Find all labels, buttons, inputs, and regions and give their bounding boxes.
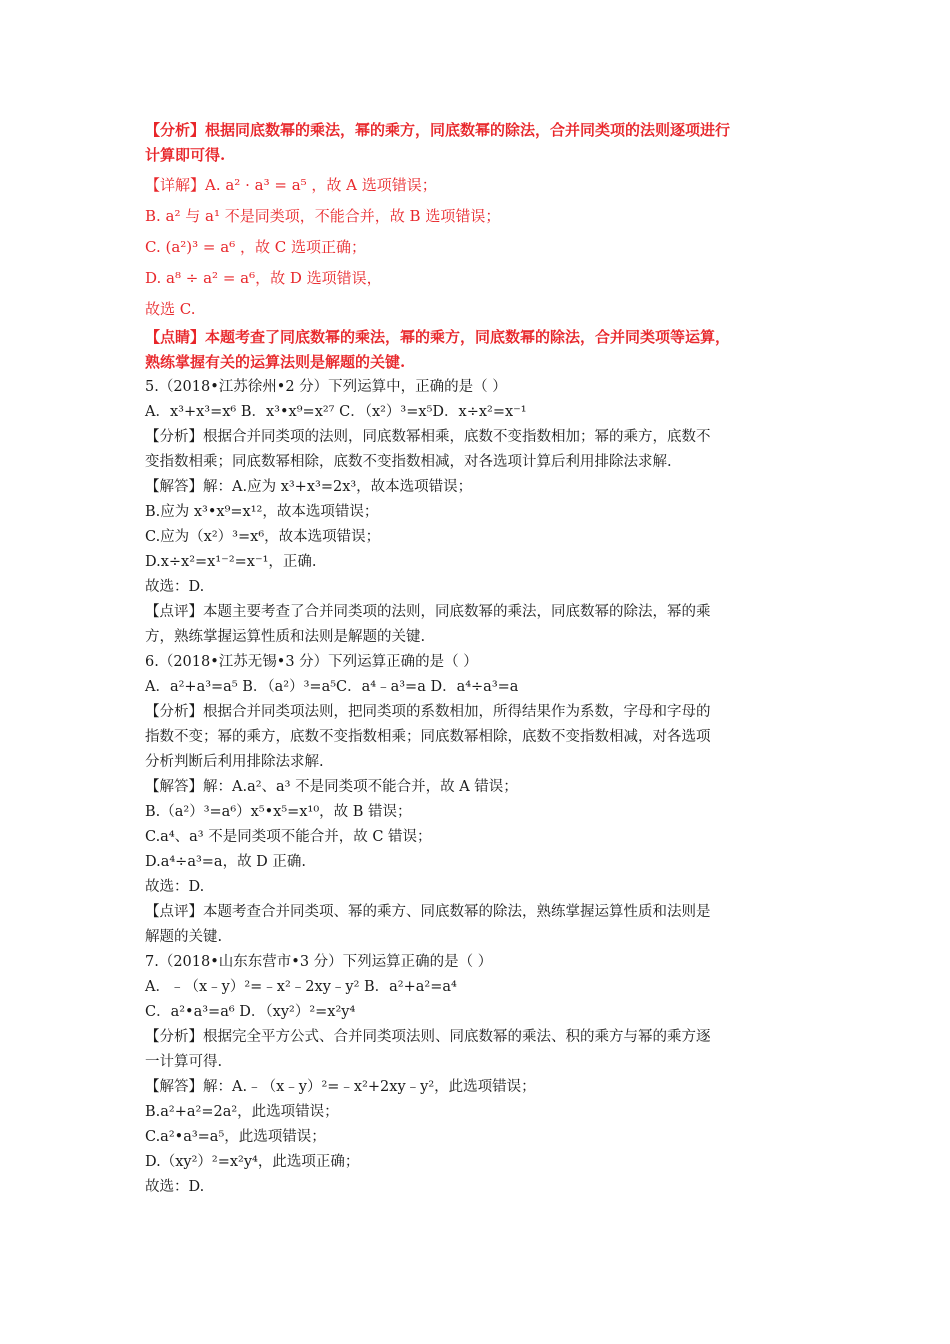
analysis-line: 一计算可得. [145,1054,223,1070]
analysis-line: 指数不变；幂的乘方，底数不变指数相乘；同底数幂相除，底数不变指数相减，对各选项 [145,729,711,745]
solution-line: C.应为（x²）³=x⁶，故本选项错误； [145,529,381,545]
analysis-block [145,118,810,375]
solution-line: 【解答】解：A.﹣（x﹣y）²=﹣x²+2xy﹣y²，此选项错误； [145,1079,536,1095]
answer-line: 故选：D. [145,579,205,595]
question-options: A．a²+a³=a⁵ B．（a²）³=a⁵C．a⁴﹣a³=a D．a⁴÷a³=a [145,679,519,695]
solution-line: C.a²•a³=a⁵，此选项错误； [145,1129,326,1145]
solution-line: D.（xy²）²=x²y⁴，此选项正确； [145,1154,360,1170]
question-options: A．﹣（x﹣y）²=﹣x²﹣2xy﹣y² B．a²+a²=a⁴ [145,979,457,995]
solution-line: 【解答】解：A.a²、a³ 不是同类项不能合并，故 A 错误； [145,779,518,795]
solution-line: D. a⁸ ÷ a² = a⁶，故 D 选项错误， [145,269,382,287]
question-options: A．x³+x³=x⁶ B．x³•x⁹=x²⁷ C．（x²）³=x⁵D．x÷x²=x⁻¹ [145,404,527,420]
analysis-line: 分析判断后利用排除法求解. [145,754,324,770]
solution-line: 【详解】A. a² · a³ = a⁵ ，故 A 选项错误； [145,176,437,194]
question-options: C．a²•a³=a⁶ D．（xy²）²=x²y⁴ [145,1004,356,1020]
question-7 [145,950,810,1200]
document-page [145,118,810,1200]
solution-line: B. a² 与 a¹ 不是同类项，不能合并，故 B 选项错误； [145,207,501,225]
comment-line: 熟练掌握有关的运算法则是解题的关键. [145,353,406,371]
analysis-line: 计算即可得. [145,146,226,164]
solution-line: B.a²+a²=2a²，此选项错误； [145,1104,339,1120]
question-stem: 5.（2018•江苏徐州•2 分）下列运算中，正确的是（ ） [145,379,507,395]
solution-line: B.（a²）³=a⁶）x⁵•x⁵=x¹⁰，故 B 错误； [145,804,412,820]
solution-line: C.a⁴、a³ 不是同类项不能合并，故 C 错误； [145,829,432,845]
comment-line: 【点评】本题主要考查了合并同类项的法则，同底数幂的乘法，同底数幂的除法，幂的乘 [145,604,711,620]
solution-line: D.x÷x²=x¹⁻²=x⁻¹，正确. [145,554,317,570]
analysis-line: 【分析】根据合并同类项的法则，同底数幂相乘，底数不变指数相加；幂的乘方，底数不 [145,429,711,445]
answer-line: 故选：D. [145,879,205,895]
comment-line: 【点睛】本题考查了同底数幂的乘法，幂的乘方，同底数幂的除法，合并同类项等运算， [145,328,731,346]
solution-line: D.a⁴÷a³=a，故 D 正确. [145,854,307,870]
answer-line: 故选：D. [145,1179,205,1195]
analysis-line: 【分析】根据完全平方公式、合并同类项法则、同底数幂的乘法、积的乘方与幂的乘方逐 [145,1029,711,1045]
analysis-line: 变指数相乘；同底数幂相除，底数不变指数相减，对各选项计算后利用排除法求解. [145,454,672,470]
comment-line: 【点评】本题考查合并同类项、幂的乘方、同底数幂的除法，熟练掌握运算性质和法则是 [145,904,711,920]
question-5 [145,375,810,650]
question-stem: 6.（2018•江苏无锡•3 分）下列运算正确的是（ ） [145,654,478,670]
analysis-line: 【分析】根据合并同类项法则，把同类项的系数相加，所得结果作为系数，字母和字母的 [145,704,711,720]
solution-line: 【解答】解：A.应为 x³+x³=2x³，故本选项错误； [145,479,473,495]
answer-line: 故选 C. [145,300,196,318]
analysis-line: 【分析】根据同底数幂的乘法，幂的乘方，同底数幂的除法，合并同类项的法则逐项进行 [145,121,731,139]
question-6 [145,650,810,950]
comment-line: 解题的关键. [145,929,223,945]
solution-line: B.应为 x³•x⁹=x¹²，故本选项错误； [145,504,379,520]
question-stem: 7.（2018•山东东营市•3 分）下列运算正确的是（ ） [145,954,493,970]
solution-line: C. (a²)³ = a⁶ ，故 C 选项正确； [145,238,366,256]
comment-line: 方，熟练掌握运算性质和法则是解题的关键. [145,629,426,645]
